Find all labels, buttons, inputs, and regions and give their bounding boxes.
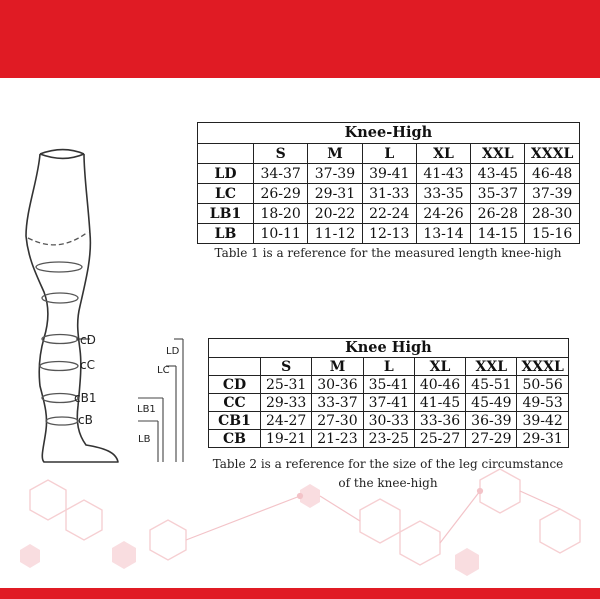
table-cell: 49-53 xyxy=(517,394,568,412)
table2-caption-line2: of the knee-high xyxy=(338,476,438,490)
table-cell: 33-37 xyxy=(312,394,363,412)
table-cell: 22-24 xyxy=(362,204,416,224)
table-cell: 13-14 xyxy=(416,224,470,244)
corner-cell xyxy=(198,144,254,164)
table-cell: 25-27 xyxy=(414,430,465,448)
col-header: XL xyxy=(416,144,470,164)
lb-label: LB xyxy=(138,434,151,445)
table-cell: 26-28 xyxy=(471,204,525,224)
row-label: LC xyxy=(198,184,254,204)
table-cell: 45-49 xyxy=(466,394,517,412)
row-label: CD xyxy=(209,376,261,394)
table-title: Knee High xyxy=(209,339,569,358)
cb1-label: cB1 xyxy=(74,391,97,405)
table-cell: 41-43 xyxy=(416,164,470,184)
circumference-size-table xyxy=(208,338,569,448)
table-cell: 10-11 xyxy=(254,224,308,244)
leg-outline xyxy=(26,150,118,463)
bottom-red-band xyxy=(0,588,600,599)
col-header: S xyxy=(261,358,312,376)
table-cell: 37-41 xyxy=(363,394,414,412)
table-cell: 23-25 xyxy=(363,430,414,448)
table-cell: 35-41 xyxy=(363,376,414,394)
table-header-row xyxy=(209,358,569,376)
table1-caption: Table 1 is a reference for the measured length knee-high xyxy=(214,246,562,260)
table-cell: 39-41 xyxy=(362,164,416,184)
table-title-row xyxy=(198,123,580,144)
table-cell: 37-39 xyxy=(308,164,362,184)
col-header: XXL xyxy=(466,358,517,376)
col-header: S xyxy=(254,144,308,164)
table-cell: 18-20 xyxy=(254,204,308,224)
table-cell: 31-33 xyxy=(362,184,416,204)
table-cell: 30-33 xyxy=(363,412,414,430)
row-label: LB xyxy=(198,224,254,244)
table-title-row xyxy=(209,339,569,358)
table-cell: 40-46 xyxy=(414,376,465,394)
table-row xyxy=(198,164,580,184)
table-cell: 35-37 xyxy=(471,184,525,204)
col-header: M xyxy=(308,144,362,164)
col-header: L xyxy=(362,144,416,164)
table-cell: 29-31 xyxy=(308,184,362,204)
table-cell: 19-21 xyxy=(261,430,312,448)
corner-cell xyxy=(209,358,261,376)
table-cell: 50-56 xyxy=(517,376,568,394)
table-cell: 27-30 xyxy=(312,412,363,430)
lc-label: LC xyxy=(157,365,170,376)
table-cell: 34-37 xyxy=(254,164,308,184)
table-cell: 26-29 xyxy=(254,184,308,204)
length-size-table xyxy=(197,122,580,244)
table-cell: 37-39 xyxy=(525,184,579,204)
col-header: XXL xyxy=(471,144,525,164)
top-red-band xyxy=(0,0,600,78)
table-cell: 45-51 xyxy=(466,376,517,394)
table-row xyxy=(209,412,569,430)
table-cell: 46-48 xyxy=(525,164,579,184)
table-row xyxy=(209,394,569,412)
table-cell: 24-27 xyxy=(261,412,312,430)
table-cell: 12-13 xyxy=(362,224,416,244)
table-cell: 39-42 xyxy=(517,412,568,430)
table-row xyxy=(209,430,569,448)
col-header: XL xyxy=(414,358,465,376)
table-cell: 43-45 xyxy=(471,164,525,184)
table-cell: 11-12 xyxy=(308,224,362,244)
table-cell: 33-36 xyxy=(414,412,465,430)
cd-label: cD xyxy=(80,333,96,347)
table-cell: 21-23 xyxy=(312,430,363,448)
col-header: XXXL xyxy=(517,358,568,376)
row-label: CB xyxy=(209,430,261,448)
lb1-label: LB1 xyxy=(137,404,156,415)
leg-measurement-diagram xyxy=(0,140,200,470)
table-cell: 27-29 xyxy=(466,430,517,448)
table-row xyxy=(198,224,580,244)
table-cell: 36-39 xyxy=(466,412,517,430)
table-title: Knee-High xyxy=(198,123,580,144)
table-cell: 24-26 xyxy=(416,204,470,224)
table-cell: 14-15 xyxy=(471,224,525,244)
row-label: LD xyxy=(198,164,254,184)
table-row xyxy=(198,184,580,204)
table-cell: 33-35 xyxy=(416,184,470,204)
ld-label: LD xyxy=(166,346,180,357)
row-label: CB1 xyxy=(209,412,261,430)
table-row xyxy=(209,376,569,394)
table-cell: 25-31 xyxy=(261,376,312,394)
table-header-row xyxy=(198,144,580,164)
row-label: LB1 xyxy=(198,204,254,224)
table-cell: 20-22 xyxy=(308,204,362,224)
table-cell: 28-30 xyxy=(525,204,579,224)
cb-label: cB xyxy=(78,413,93,427)
table-cell: 30-36 xyxy=(312,376,363,394)
row-label: CC xyxy=(209,394,261,412)
cc-label: cC xyxy=(80,358,95,372)
table-cell: 29-31 xyxy=(517,430,568,448)
table2-caption xyxy=(210,455,566,493)
table-cell: 15-16 xyxy=(525,224,579,244)
col-header: M xyxy=(312,358,363,376)
table-cell: 41-45 xyxy=(414,394,465,412)
col-header: L xyxy=(363,358,414,376)
table2-caption-line1: Table 2 is a reference for the size of the leg circumstance xyxy=(212,457,564,471)
table-cell: 29-33 xyxy=(261,394,312,412)
col-header: XXXL xyxy=(525,144,579,164)
table-row xyxy=(198,204,580,224)
